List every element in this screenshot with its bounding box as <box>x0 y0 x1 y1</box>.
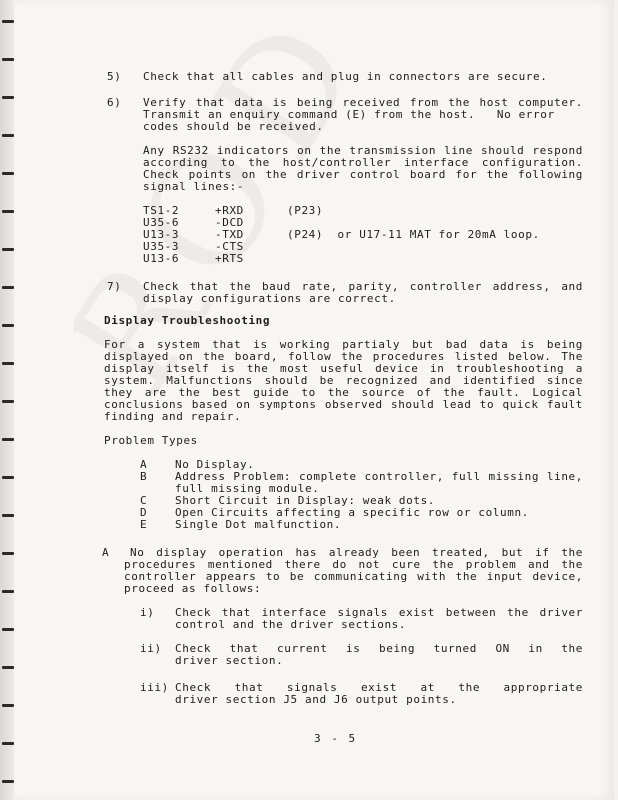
problem-letter: B <box>140 470 148 483</box>
problem-types-heading: Problem Types <box>104 434 198 447</box>
binding-ring <box>2 552 14 555</box>
rs232-line-4: signal lines:- <box>143 180 245 193</box>
binding-ring <box>2 248 14 251</box>
problem-letter: A <box>140 458 148 471</box>
item-6-line-2: Transmit an enquiry command (E) from the host. No error <box>143 108 555 121</box>
signal-name: +RTS <box>215 252 244 265</box>
binding-ring <box>2 210 14 213</box>
binding-ring <box>2 704 14 707</box>
step-line-1: Check that signals exist at the appropriate <box>175 681 583 694</box>
spiral-binding <box>0 0 14 800</box>
section-a-letter: A <box>102 546 110 559</box>
binding-ring <box>2 96 14 99</box>
step-line-2: driver section. <box>175 654 284 667</box>
binding-ring <box>2 628 14 631</box>
section-a-line-4: proceed as follows: <box>124 582 262 595</box>
signal-point: U35-6 <box>143 216 180 229</box>
page-number: 3 - 5 <box>314 732 358 745</box>
document-page <box>14 0 614 800</box>
problem-text: Address Problem: complete controller, full missing line, <box>175 470 583 483</box>
paragraph-line: displayed on the board, follow the procedures listed below. The <box>104 350 583 363</box>
problem-text: Open Circuits affecting a specific row or column. <box>175 506 529 519</box>
paragraph-line: finding and repair. <box>104 410 242 423</box>
item-6-number: 6) <box>107 96 122 109</box>
section-a-line-2: procedures mentioned there do not cure the problem and the <box>124 558 583 571</box>
paragraph-line: For a system that is working partialy but bad data is being <box>104 338 583 351</box>
step-line-2: control and the driver sections. <box>175 618 407 631</box>
paragraph-line: display itself is the most useful device in troubleshooting a <box>104 362 583 375</box>
binding-ring <box>2 286 14 289</box>
binding-ring <box>2 400 14 403</box>
rs232-line-1: Any RS232 indicators on the transmission line should respond <box>143 144 583 157</box>
signal-note: (P24) or U17-11 MAT for 20mA loop. <box>287 228 540 241</box>
item-6-line-1: Verify that data is being received from the host computer. <box>143 96 583 109</box>
problem-text: Short Circuit in Display: weak dots. <box>175 494 436 507</box>
binding-ring <box>2 742 14 745</box>
binding-ring <box>2 780 14 783</box>
binding-ring <box>2 666 14 669</box>
step-line-2: driver section J5 and J6 output points. <box>175 693 457 706</box>
signal-note: (P23) <box>287 204 324 217</box>
item-5-number: 5) <box>107 70 122 83</box>
binding-ring <box>2 362 14 365</box>
signal-name: -TXD <box>215 228 244 241</box>
paragraph-line: system. Malfunctions should be recognized and identified since <box>104 374 583 387</box>
signal-point: U13-6 <box>143 252 180 265</box>
step-line-1: Check that interface signals exist between the driver <box>175 606 583 619</box>
step-line-1: Check that current is being turned ON in the <box>175 642 583 655</box>
paragraph-line: they are the best guide to the source of the fault. Logical <box>104 386 583 399</box>
item-7-number: 7) <box>107 280 122 293</box>
binding-ring <box>2 58 14 61</box>
signal-point: U13-3 <box>143 228 180 241</box>
problem-text: No Display. <box>175 458 255 471</box>
item-5-text: Check that all cables and plug in connectors are secure. <box>143 70 548 83</box>
binding-ring <box>2 476 14 479</box>
binding-ring <box>2 134 14 137</box>
step-number: ii) <box>140 642 162 655</box>
binding-ring <box>2 324 14 327</box>
signal-name: -CTS <box>215 240 244 253</box>
binding-ring <box>2 438 14 441</box>
signal-name: +RXD <box>215 204 244 217</box>
binding-ring <box>2 514 14 517</box>
problem-text-continued: full missing module. <box>175 482 320 495</box>
problem-text: Single Dot malfunction. <box>175 518 342 531</box>
section-a-line-3: controller appears to be communicating with the input device, <box>124 570 583 583</box>
signal-name: -DCD <box>215 216 244 229</box>
binding-ring <box>2 590 14 593</box>
section-a-line-1: No display operation has already been treated, but if the <box>130 546 583 559</box>
problem-letter: D <box>140 506 148 519</box>
problem-letter: E <box>140 518 148 531</box>
binding-ring <box>2 20 14 23</box>
rs232-line-3: Check points on the driver control board for the following <box>143 168 583 181</box>
item-7-line-1: Check that the baud rate, parity, controller address, and <box>143 280 583 293</box>
item-6-line-3: codes should be received. <box>143 120 324 133</box>
paragraph-line: conclusions based on symptons observed should lead to quick fault <box>104 398 583 411</box>
signal-point: U35-3 <box>143 240 180 253</box>
binding-ring <box>2 172 14 175</box>
signal-point: TS1-2 <box>143 204 180 217</box>
section-heading: Display Troubleshooting <box>104 314 271 327</box>
problem-letter: C <box>140 494 148 507</box>
step-number: iii) <box>140 681 169 694</box>
item-7-line-2: display configurations are correct. <box>143 292 396 305</box>
step-number: i) <box>140 606 155 619</box>
rs232-line-2: according to the host/controller interface configuration. <box>143 156 583 169</box>
